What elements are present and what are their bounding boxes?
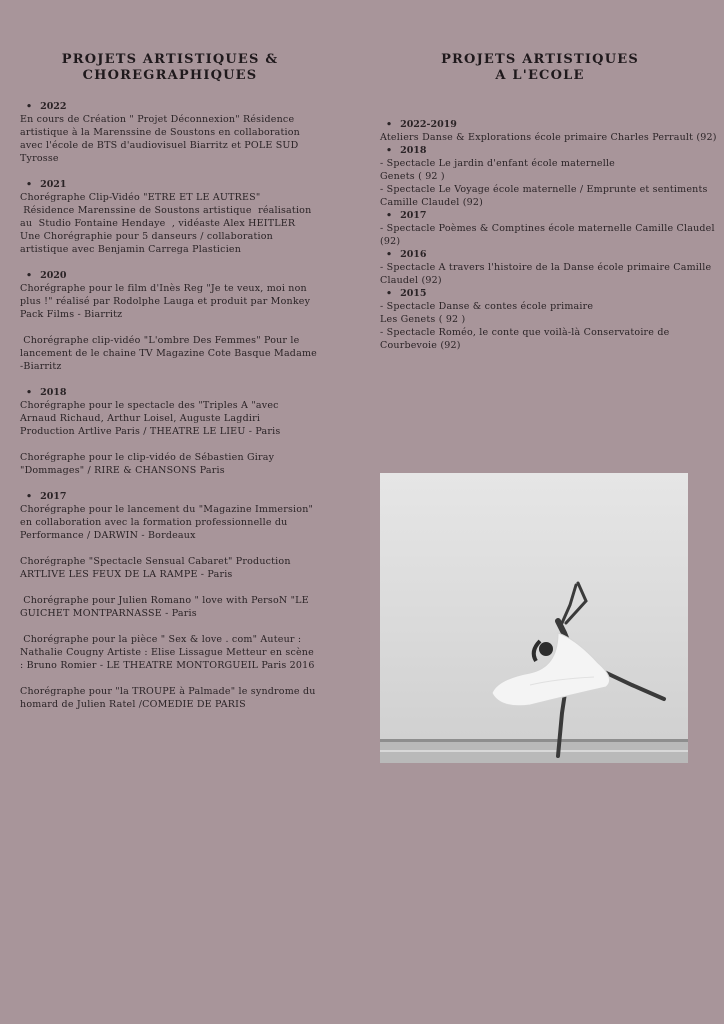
left-title	[20, 52, 320, 84]
school-project-text: Ateliers Danse & Explorations école primaire Charles Perrault (92)	[380, 132, 717, 143]
spacer	[20, 256, 330, 269]
school-project-text: - Spectacle Danse & contes école primaire Les Genets ( 92 ) - Spectacle Roméo, le conte que voilà-là Conservatoire de Courbevoie (92)	[380, 301, 670, 351]
spacer	[20, 321, 330, 334]
right-title-line2: A L'ECOLE	[495, 68, 585, 83]
year-label: 2018	[400, 145, 427, 156]
right-column	[380, 52, 724, 352]
project-text: Chorégraphe Clip-Vidéo "ETRE ET LE AUTRES" Résidence Marenssine de Soustons artistique réalisation au Studio Fontaine Hendaye , vidéaste Alex HEITLER Une Chorégraphie pour 5 danseurs / collaboration artistique avec Benjamin Carrega Plasticien	[20, 192, 312, 255]
bullet-icon: •	[26, 101, 33, 112]
project-text: Chorégraphe pour le clip-vidéo de Sébastien Giray "Dommages" / RIRE & CHANSONS Paris	[20, 452, 275, 476]
left-column	[20, 52, 330, 711]
bullet-icon: •	[386, 249, 393, 260]
right-title	[380, 52, 700, 84]
year-label: 2020	[40, 270, 67, 281]
spacer	[20, 581, 330, 594]
year-label: 2016	[400, 249, 427, 260]
year-label: 2015	[400, 288, 427, 299]
year-heading	[386, 287, 724, 300]
project-text: Chorégraphe pour Julien Romano " love with PersoN "LE GUICHET MONTPARNASSE - Paris	[20, 595, 309, 619]
project-text: Chorégraphe pour le lancement du "Magazine Immersion" en collaboration avec la formation professionnelle du Performance / DARWIN - Bordeaux	[20, 504, 314, 541]
spacer	[20, 477, 330, 490]
year-heading	[386, 144, 724, 157]
year-heading	[26, 100, 330, 113]
project-text: Chorégraphe pour le spectacle des "Triples A "avec Arnaud Richaud, Arthur Loisel, Auguste Lagdiri Production Artlive Paris / THEATRE LE LIEU - Paris	[20, 400, 281, 437]
school-project-text: - Spectacle Poèmes & Comptines école maternelle Camille Claudel (92)	[380, 223, 715, 247]
year-heading	[26, 386, 330, 399]
year-label: 2017	[40, 491, 67, 502]
right-title-line1: PROJETS ARTISTIQUES	[441, 52, 639, 67]
school-project-text: - Spectacle A travers l'histoire de la Danse école primaire Camille Claudel (92)	[380, 262, 712, 286]
bullet-icon: •	[26, 491, 33, 502]
year-heading	[26, 269, 330, 282]
dancer-photo-image	[380, 473, 688, 763]
project-text: Chorégraphe pour la pièce " Sex & love . com" Auteur : Nathalie Cougny Artiste : Elise Lissague Metteur en scène : Bruno Romier - LE THEATRE MONTORGUEIL Paris 2016	[20, 634, 315, 671]
bullet-icon: •	[26, 179, 33, 190]
project-text: Chorégraphe pour "la TROUPE à Palmade" le syndrome du homard de Julien Ratel /COMEDIE DE PARIS	[20, 686, 316, 710]
spacer	[20, 165, 330, 178]
bullet-icon: •	[386, 145, 393, 156]
spacer	[20, 672, 330, 685]
year-heading	[386, 118, 724, 131]
school-project-text: - Spectacle Le jardin d'enfant école maternelle Genets ( 92 ) - Spectacle Le Voyage école maternelle / Emprunte et sentiments Camille Claudel (92)	[380, 158, 708, 208]
project-text: En cours de Création " Projet Déconnexion" Résidence artistique à la Marenssine de Soustons en collaboration avec l'école de BTS d'audiovisuel Biarritz et POLE SUD Tyrosse	[20, 114, 300, 164]
year-label: 2022	[40, 101, 67, 112]
spacer	[20, 542, 330, 555]
left-title-line1: PROJETS ARTISTIQUES &	[61, 52, 279, 67]
year-label: 2017	[400, 210, 427, 221]
project-text: Chorégraphe pour le film d'Inès Reg "Je te veux, moi non plus !" réalisé par Rodolphe Lauga et produit par Monkey Pack Films - Biarritz	[20, 283, 311, 320]
bullet-icon: •	[26, 270, 33, 281]
bullet-icon: •	[26, 387, 33, 398]
project-text: Chorégraphe "Spectacle Sensual Cabaret" Production ARTLIVE LES FEUX DE LA RAMPE - Paris	[20, 556, 291, 580]
year-heading	[386, 209, 724, 222]
year-label: 2022-2019	[400, 119, 457, 130]
dancer-photo	[380, 473, 688, 763]
right-entries	[380, 118, 724, 352]
year-heading	[26, 178, 330, 191]
year-label: 2021	[40, 179, 67, 190]
year-heading	[386, 248, 724, 261]
spacer	[20, 620, 330, 633]
project-text: Chorégraphe clip-vidéo "L'ombre Des Femmes" Pour le lancement de le chaine TV Magazine Cote Basque Madame -Biarritz	[20, 335, 317, 372]
bullet-icon: •	[386, 288, 393, 299]
left-entries	[20, 100, 330, 711]
bullet-icon: •	[386, 210, 393, 221]
spacer	[20, 373, 330, 386]
year-heading	[26, 490, 330, 503]
spacer	[20, 438, 330, 451]
bullet-icon: •	[386, 119, 393, 130]
left-title-line2: CHOREGRAPHIQUES	[82, 68, 258, 83]
year-label: 2018	[40, 387, 67, 398]
